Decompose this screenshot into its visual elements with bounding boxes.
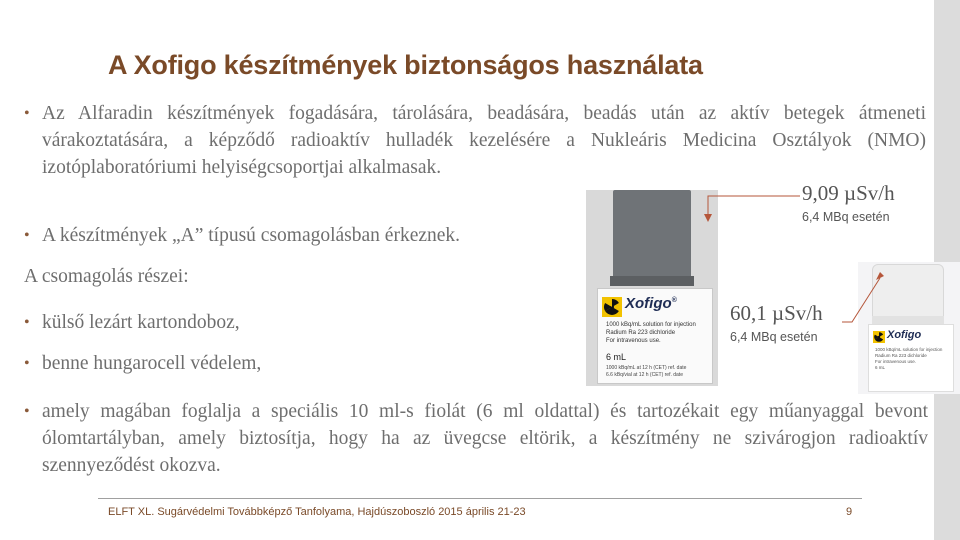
footer-text: ELFT XL. Sugárvédelmi Továbbképző Tanfolyama, Hajdúszoboszló 2015 április 21-23 bbox=[108, 506, 526, 518]
box-cap-rim bbox=[610, 276, 694, 286]
product-label-footer bbox=[606, 365, 704, 379]
vial-line-4: 6 mL bbox=[875, 365, 886, 370]
slide-title: A Xofigo készítmények biztonságos használata bbox=[108, 50, 703, 80]
vial-image bbox=[858, 262, 960, 394]
packaging-parts-heading: A csomagolás részei: bbox=[24, 266, 189, 287]
vial-radiation-icon bbox=[873, 331, 885, 343]
product-brand-text: Xofigo bbox=[625, 295, 672, 312]
label-footer-2: 6.6 kBq/vial at 12 h (CET) ref. date bbox=[606, 372, 683, 378]
label-line-1: 1000 kBq/mL solution for injection bbox=[606, 322, 696, 328]
dose-rate-vial: 60,1 µSv/h bbox=[730, 301, 823, 325]
bullet-suitability: • Az Alfaradin készítmények fogadására, tárolására, beadására, beadás után az aktív betegek átmeneti várakoztatására, a képződő radioaktív hulladék kezelésére a Nukleáris Medicina Osztályok (NMO) izotóplaboratóriumi helyiségcsoportjai alkalmasak. bbox=[42, 100, 926, 181]
dose-rate-box: 9,09 µSv/h bbox=[802, 181, 895, 205]
product-box-image bbox=[586, 190, 718, 386]
product-label bbox=[597, 288, 713, 384]
label-line-3: For intravenous use. bbox=[606, 338, 661, 344]
product-brand bbox=[625, 295, 677, 312]
label-line-2: Radium Ra 223 dichloride bbox=[606, 330, 676, 336]
vial-line-3: For intravenous use. bbox=[875, 359, 917, 364]
footer-divider bbox=[98, 498, 862, 499]
product-label-lines bbox=[606, 321, 704, 345]
product-volume: 6 mL bbox=[606, 352, 627, 362]
vial-line-1: 1000 kBq/mL solution for injection bbox=[875, 347, 943, 352]
dose-rate-box-activity: 6,4 MBq esetén bbox=[802, 210, 890, 224]
vial-cap bbox=[872, 264, 944, 322]
vial-brand: Xofigo bbox=[887, 329, 922, 341]
vial-cap-band bbox=[872, 316, 944, 324]
bullet-vial-container: • amely magában foglalja a speciális 10 ml-s fiolát (6 ml oldattal) és tartozékait egy műanyaggal bevont ólomtartályban, amely biztosítja, hogy ha az üvegcse eltörik, a készítmény ne szivárogjon radioaktív szennyeződést okozva. bbox=[42, 398, 928, 479]
arrow-to-box bbox=[708, 196, 800, 220]
label-footer-1: 1000 kBq/mL at 12 h (CET) ref. date bbox=[606, 365, 687, 371]
page-number: 9 bbox=[846, 506, 853, 518]
bullet-packaging-type: • A készítmények „A” típusú csomagolásban érkeznek. bbox=[42, 222, 602, 249]
bullet-outer-box: • külső lezárt kartondoboz, bbox=[42, 309, 442, 336]
box-cap bbox=[613, 190, 691, 282]
bullet-foam-protection: • benne hungarocell védelem, bbox=[42, 350, 442, 377]
radiation-warning-icon bbox=[602, 297, 622, 317]
vial-line-2: Radium Ra 223 dichloride bbox=[875, 353, 927, 358]
vial-label-lines bbox=[875, 347, 949, 371]
vial-label bbox=[868, 324, 954, 392]
trademark-mark: ® bbox=[671, 297, 677, 304]
dose-rate-vial-activity: 6,4 MBq esetén bbox=[730, 330, 818, 344]
